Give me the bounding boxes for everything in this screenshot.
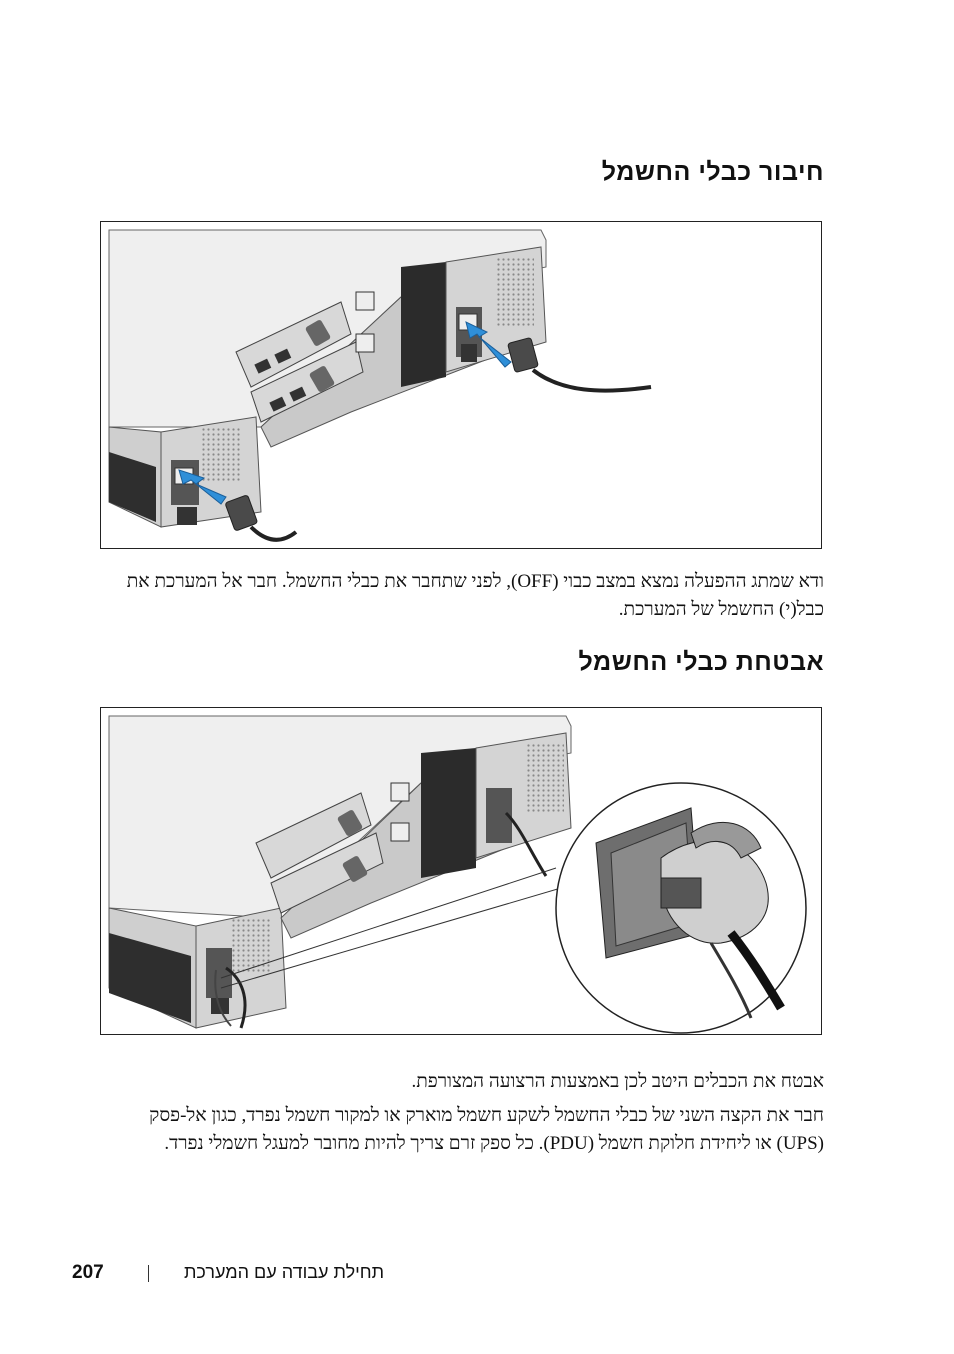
figure-connect-power-cables: [100, 221, 822, 549]
instruction-strap-cables: אבטח את הכבלים היטב לכן באמצעות הרצועה המצורפת.: [411, 1071, 824, 1092]
section-heading-connect-power: חיבור כבלי החשמל: [601, 158, 824, 186]
page-number: 207: [72, 1262, 104, 1283]
illustration-enclosure-rear: [101, 222, 821, 548]
instruction-connect-outlet: חבר את הקצה השני של כבלי החשמל לשקע חשמל מוארק או למקור חשמל נפרד, כגון אל-פסק (UPS) או ליחידת חלוקת חשמל (PDU). כל ספק זרם צריך להיות מחובר למעגל חשמלי נפרד.: [149, 1105, 824, 1154]
page-footer: [60, 1262, 480, 1292]
section-heading-secure-power: אבטחת כבלי החשמל: [578, 648, 824, 676]
instruction-connect-power: ודא שמתג ההפעלה נמצא במצב כבוי (OFF), לפני שתחבר את כבלי החשמל. חבר אל המערכת את כבל(י) החשמל של המערכת.: [126, 571, 824, 620]
chapter-title: תחילת עבודה עם המערכת: [184, 1262, 385, 1282]
illustration-cable-strap: [101, 708, 821, 1034]
figure-secure-power-cables: [100, 707, 822, 1035]
footer-divider: [148, 1265, 149, 1282]
